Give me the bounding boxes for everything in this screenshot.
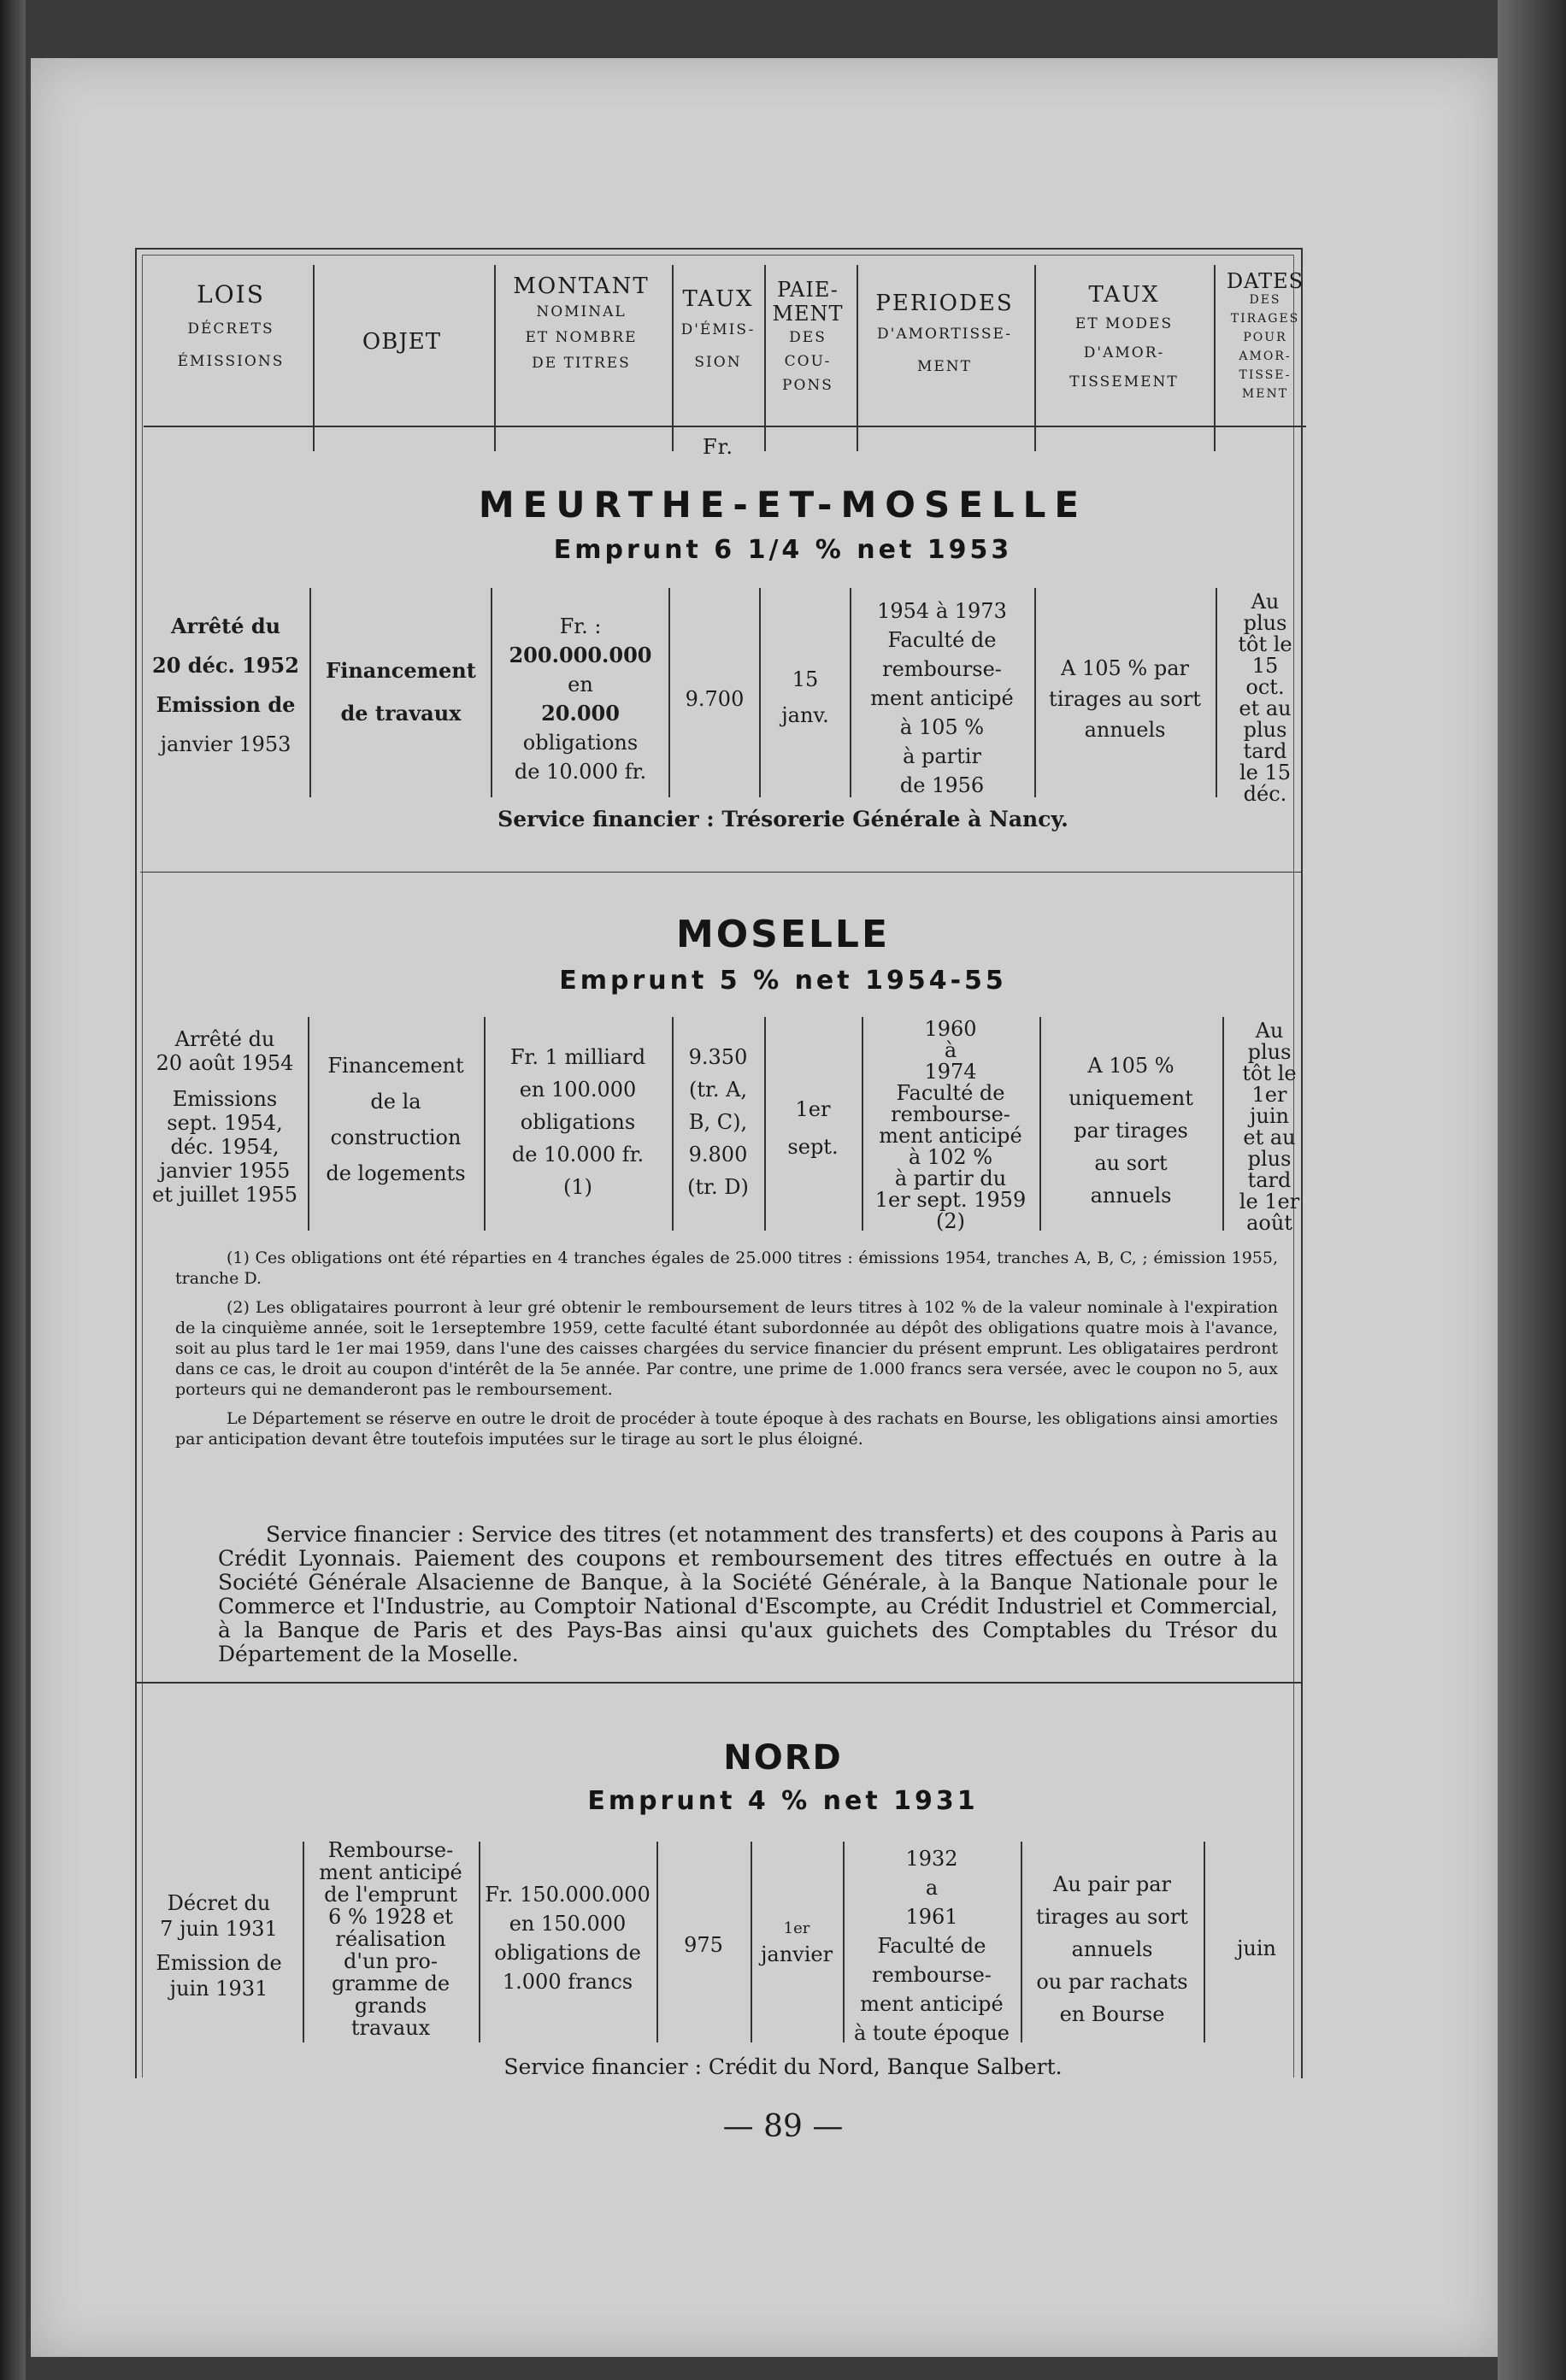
montant-cell: Fr. 1 milliard en 100.000 obligations de 10.000 fr. (1) xyxy=(509,1045,646,1199)
column-divider xyxy=(759,588,761,797)
footnote-2: (2) Les obligataires pourront à leur gré obtenir le remboursement de leurs titres à 102 % de la valeur nominale à l'expiration de la cinquième année, soit le 1erseptembre 1959, cette faculté étant subordonnée au dépôt des obligations quatre mois à l'avance, soit au plus tard le 1er mai 1959, dans l'une des caisses chargées du service financier du présent emprunt. Les obligataires perdront dans ce cas, le droit au coupon d'intérêt de la 5e année. Par contre, une prime de 1.000 francs sera versée, avec le coupon no 5, aux porteurs qui ne demanderont pas le remboursement. xyxy=(175,1298,1278,1399)
header-divider xyxy=(1034,265,1036,451)
lois-cell: Arrêté du 20 déc. 1952 Emission de janvier 1953 xyxy=(152,614,299,756)
header-objet: OBJET xyxy=(362,329,442,355)
book-spine xyxy=(0,0,26,2380)
section-title: MOSELLE xyxy=(675,913,891,956)
header-divider xyxy=(764,265,766,451)
footnote-3: Le Département se réserve en outre le droit de procéder à toute époque à des rachats en Bourse, les obligations ainsi amorties par anticipation devant être toutefois imputées sur le tirage au sort le plus éloigné. xyxy=(175,1409,1278,1449)
section-title: MEURTHE-ET-MOSELLE xyxy=(478,484,1088,526)
section-title: NORD xyxy=(723,1738,843,1778)
paiement-cell: 15 janv. xyxy=(781,667,829,727)
header-periodes: PERIODES D'AMORTISSE- MENT xyxy=(875,291,1014,375)
objet-cell: Financement de la construction de logements xyxy=(326,1054,466,1185)
column-divider xyxy=(491,588,492,797)
header-paiement: PAIE- MENT DES COU- PONS xyxy=(772,278,844,394)
header-divider xyxy=(1214,265,1216,451)
periodes-cell: 1954 à 1973 Faculté de rembourse- ment anticipé à 105 % à partir de 1956 xyxy=(870,599,1014,797)
header-taux-modes: TAUX ET MODES D'AMOR- TISSEMENT xyxy=(1069,282,1179,391)
modes-cell: A 105 % par tirages au sort annuels xyxy=(1049,656,1201,742)
dates-cell: juin xyxy=(1236,1936,1277,1960)
service-financier: Service financier : Crédit du Nord, Banque Salbert. xyxy=(503,2054,1063,2079)
paiement-cell: 1er janvier xyxy=(760,1919,833,1966)
column-divider xyxy=(309,588,311,797)
section-rule xyxy=(140,872,1303,873)
section-rule xyxy=(135,1682,1303,1684)
header-dates: DATES DES TIRAGES POUR AMOR- TISSE- MENT xyxy=(1226,269,1304,401)
periodes-cell: 1932 a 1961 Faculté de rembourse- ment anticipé à toute époque xyxy=(853,1847,1010,2045)
header-montant: MONTANT NOMINAL ET NOMBRE DE TITRES xyxy=(513,273,650,372)
montant-cell: Fr. : 200.000.000 en 20.000 obligations de 10.000 fr. xyxy=(509,614,652,784)
objet-cell: Rembourse- ment anticipé de l'emprunt 6 % 1928 et réalisation d'un pro- gramme de grands travaux xyxy=(319,1838,462,2040)
footnote-1: (1) Ces obligations ont été réparties en 4 tranches égales de 25.000 titres : émissions 1954, tranches A, B, C, ; émission 1955, tranche D. xyxy=(175,1249,1278,1288)
section-subtitle: Emprunt 6 1/4 % net 1953 xyxy=(553,535,1013,565)
page-edge xyxy=(1498,0,1566,2380)
taux-emission-cell: 975 xyxy=(684,1933,723,1957)
dates-cell: Au plus tôt le 15 oct. et au plus tard le 15 déc. xyxy=(1238,590,1292,806)
modes-cell: A 105 % uniquement par tirages au sort annuels xyxy=(1069,1054,1193,1208)
lois-cell: Décret du 7 juin 1931 Emission de juin 1931 xyxy=(156,1891,282,2001)
column-divider xyxy=(668,588,670,797)
objet-cell: Financement de travaux xyxy=(326,658,476,726)
footnotes xyxy=(175,1248,1278,1458)
taux-emission-cell: 9.350 (tr. A, B, C), 9.800 (tr. D) xyxy=(687,1045,749,1199)
lois-cell: Arrêté du 20 août 1954 Emissions sept. 1954, déc. 1954, janvier 1955 et juillet 1955 xyxy=(152,1027,297,1207)
taux-emission-cell: 9.700 xyxy=(685,687,745,711)
header-lois: LOIS DÉCRETS ÉMISSIONS xyxy=(177,280,285,370)
montant-cell: Fr. 150.000.000 en 150.000 obligations de 1.000 francs xyxy=(485,1883,651,1994)
header-unit: Fr. xyxy=(702,435,734,459)
header-divider xyxy=(857,265,858,451)
header-taux-emission: TAUX D'ÉMIS- SION xyxy=(680,286,756,371)
modes-cell: Au pair par tirages au sort annuels ou par rachats en Bourse xyxy=(1036,1872,1188,2026)
service-financier: Service financier : Service des titres (et notamment des transferts) et des coupons à Paris au Crédit Lyonnais. Paiement des coupons et remboursement des titres effectués en outre à la Société Générale Alsacienne de Banque, à la Société Générale, à la Banque Nationale pour le Commerce et l'Industrie, au Comptoir National d'Escompte, au Crédit Industriel et Commercial, à la Banque de Paris et des Pays-Bas ainsi qu'aux guichets des Comptables du Trésor du Département de la Moselle. xyxy=(218,1522,1278,1666)
section-subtitle: Emprunt 5 % net 1954-55 xyxy=(559,966,1007,996)
page-number: — 89 — xyxy=(722,2109,844,2144)
service-financier: Service financier : Trésorerie Générale à Nancy. xyxy=(497,807,1069,832)
periodes-cell: 1960 à 1974 Faculté de rembourse- ment anticipé à 102 % à partir du 1er sept. 1959 (2) xyxy=(874,1017,1027,1233)
section-subtitle: Emprunt 4 % net 1931 xyxy=(587,1786,979,1816)
paiement-cell: 1er sept. xyxy=(787,1097,839,1159)
header-divider xyxy=(494,265,496,451)
header-divider xyxy=(672,265,674,451)
header-divider xyxy=(313,265,315,451)
header-rule xyxy=(144,426,1306,427)
dates-cell: Au plus tôt le 1er juin et au plus tard le 1er août xyxy=(1239,1019,1300,1235)
